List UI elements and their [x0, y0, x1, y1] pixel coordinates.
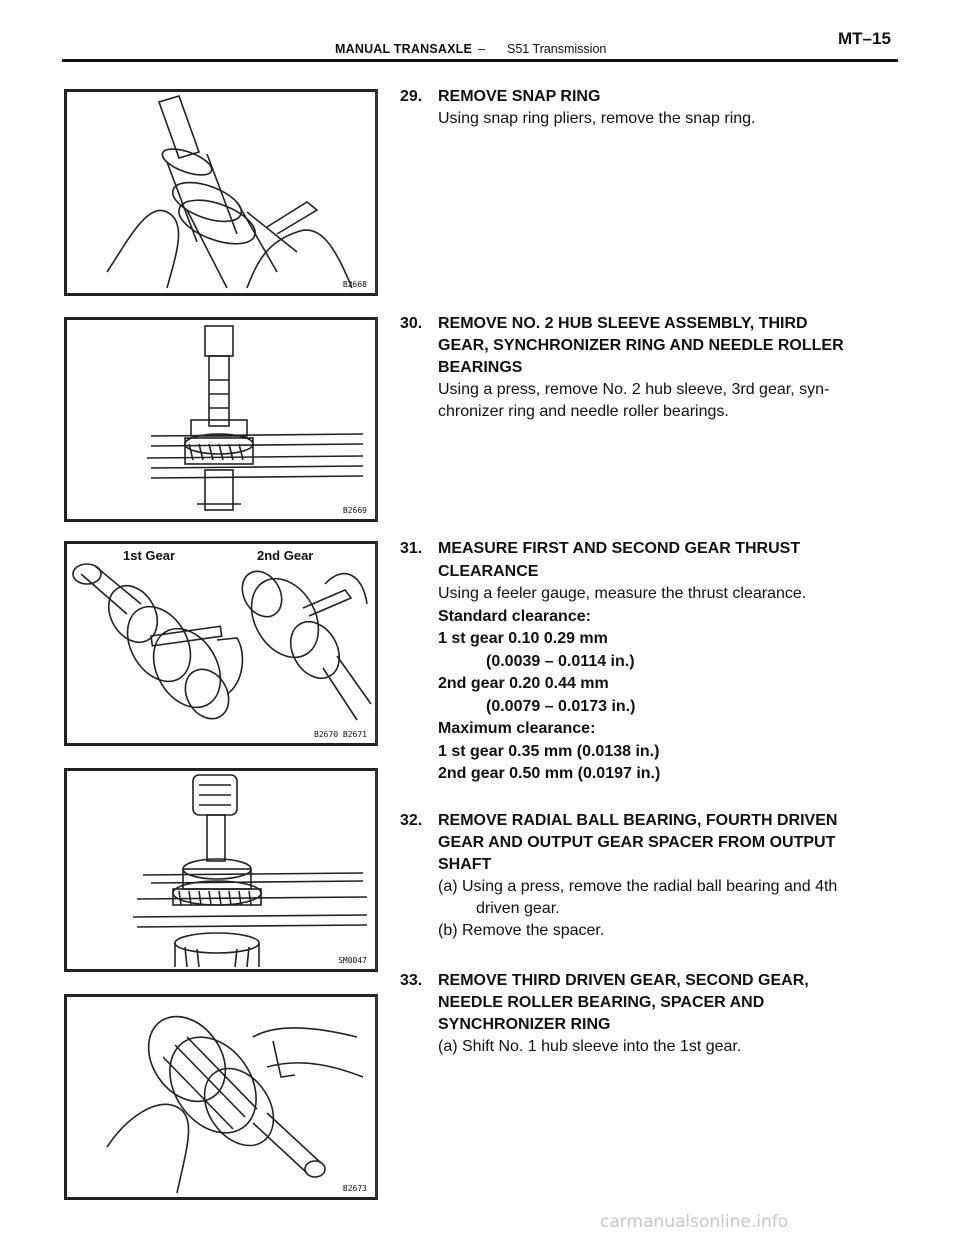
step-29-title: 29. REMOVE SNAP RING	[400, 86, 900, 108]
step-32-title: 32. REMOVE RADIAL BALL BEARING, FOURTH DRIVEN GEAR AND OUTPUT GEAR SPACER FROM OUTPUT SHAFT	[400, 812, 838, 873]
label-2nd-gear: 2nd Gear	[257, 548, 314, 563]
figure-code: B2669	[342, 506, 367, 515]
standard-clearance-label: Standard clearance:	[438, 607, 591, 625]
watermark: carmanualsonline.info	[600, 1212, 789, 1232]
step-32	[400, 810, 900, 942]
figure-thrust-clearance	[64, 541, 378, 746]
header-rule	[62, 59, 898, 62]
step-31-body: Using a feeler gauge, measure the thrust clearance.	[438, 585, 807, 602]
step-30-title: 30. REMOVE NO. 2 HUB SLEEVE ASSEMBLY, THIRD GEAR, SYNCHRONIZER RING AND NEEDLE ROLLER BEARINGS	[400, 315, 844, 376]
figure-code: B2670 B2671	[314, 730, 367, 739]
page-number: MT–15	[838, 29, 891, 48]
figure-code: SM0047	[338, 956, 367, 965]
standard-clearance-1st: 1 st gear 0.10 0.29 mm	[438, 630, 608, 647]
maximum-clearance-2nd: 2nd gear 0.50 mm (0.0197 in.)	[438, 765, 661, 782]
step-31-title: 31. MEASURE FIRST AND SECOND GEAR THRUST CLEARANCE	[400, 540, 801, 580]
step-30	[400, 313, 900, 423]
standard-clearance-1st-in: (0.0039 – 0.0114 in.)	[486, 652, 635, 670]
label-1st-gear: 1st Gear	[123, 548, 176, 563]
step-32-a: (a) Using a press, remove the radial ball bearing and 4th driven gear.	[438, 878, 838, 917]
figure-snap-ring	[64, 89, 378, 296]
maximum-clearance-label: Maximum clearance:	[438, 720, 596, 737]
step-30-body-line2: chronizer ring and needle roller bearings.	[438, 403, 729, 420]
figure-code: B2673	[342, 1184, 367, 1193]
figure-ball-bearing-press	[64, 768, 378, 972]
hub-sleeve-press-illustration	[67, 320, 375, 519]
step-number: 32.	[400, 812, 423, 829]
figure-hub-sleeve-shift	[64, 994, 378, 1200]
step-number: 30.	[400, 315, 423, 332]
header-separator: –	[478, 42, 485, 56]
step-30-body-line1: Using a press, remove No. 2 hub sleeve, 3rd gear, syn-	[438, 381, 830, 398]
standard-clearance-2nd: 2nd gear 0.20 0.44 mm	[438, 675, 609, 692]
hub-sleeve-shift-illustration	[67, 997, 375, 1197]
step-number: 31.	[400, 540, 423, 557]
standard-clearance-2nd-in: (0.0079 – 0.0173 in.)	[486, 697, 636, 715]
step-number: 33.	[400, 972, 423, 989]
maximum-clearance-1st: 1 st gear 0.35 mm (0.0138 in.)	[438, 742, 660, 760]
step-32-b: (b) Remove the spacer.	[438, 922, 605, 939]
step-31	[400, 538, 900, 786]
step-number: 29.	[400, 88, 423, 105]
header-section: MANUAL TRANSAXLE	[335, 42, 472, 56]
thrust-clearance-illustration	[67, 544, 375, 743]
step-33	[400, 970, 900, 1058]
step-29-body: Using snap ring pliers, remove the snap ring.	[438, 110, 756, 127]
ball-bearing-press-illustration	[67, 771, 375, 969]
step-33-title: 33. REMOVE THIRD DRIVEN GEAR, SECOND GEAR, NEEDLE ROLLER BEARING, SPACER AND SYNCHRONIZER RING	[400, 972, 809, 1033]
snap-ring-illustration	[67, 92, 375, 293]
page-header	[0, 0, 960, 62]
step-29	[400, 86, 900, 130]
step-33-a: (a) Shift No. 1 hub sleeve into the 1st gear.	[438, 1038, 742, 1055]
header-subsection: S51 Transmission	[507, 42, 607, 56]
figure-code: B2668	[342, 280, 367, 289]
figure-hub-sleeve-press	[64, 317, 378, 522]
